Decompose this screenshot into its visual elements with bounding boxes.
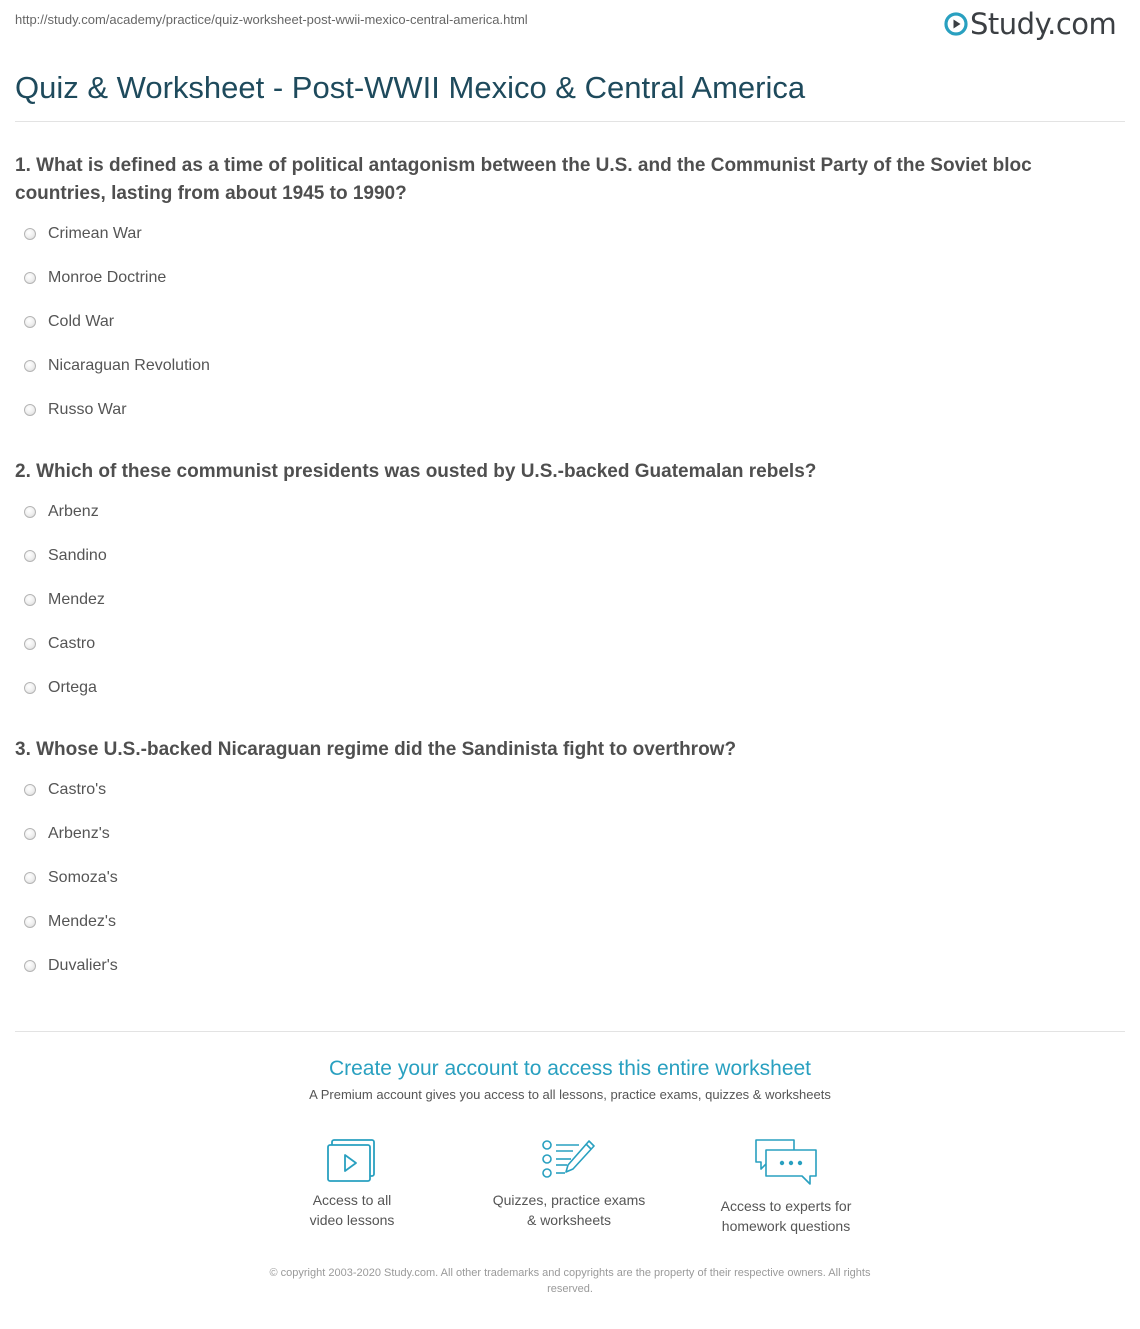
answer-label: Arbenz bbox=[48, 503, 99, 520]
copyright-line1: © copyright 2003-2020 Study.com. All other trademarks and copyrights are the property of their respective owners. All rights bbox=[269, 1267, 871, 1279]
answer-option[interactable] bbox=[24, 540, 1125, 584]
cta-subtitle: A Premium account gives you access to all lessons, practice exams, quizzes & worksheets bbox=[309, 1087, 831, 1102]
answer-label: Cold War bbox=[48, 313, 115, 330]
title-divider bbox=[15, 121, 1125, 122]
study-logo[interactable] bbox=[944, 6, 1116, 42]
feature-quizzes bbox=[469, 1138, 669, 1230]
question-text: 2. Which of these communist presidents was ousted by U.S.-backed Guatemalan rebels? bbox=[15, 461, 817, 482]
question-1 bbox=[15, 152, 1125, 438]
question-2 bbox=[15, 458, 1125, 716]
answer-options bbox=[15, 774, 1125, 994]
radio-button[interactable] bbox=[24, 506, 36, 518]
feature-label-line2: video lessons bbox=[309, 1212, 395, 1228]
answer-label: Castro's bbox=[48, 781, 107, 798]
radio-button[interactable] bbox=[24, 228, 36, 240]
question-3 bbox=[15, 736, 1125, 994]
radio-button[interactable] bbox=[24, 550, 36, 562]
radio-button[interactable] bbox=[24, 784, 36, 796]
answer-label: Mendez bbox=[48, 591, 105, 608]
logo-text: Study.com bbox=[970, 7, 1117, 41]
copyright-footer bbox=[210, 1265, 930, 1297]
answer-label: Crimean War bbox=[48, 225, 142, 242]
radio-button[interactable] bbox=[24, 828, 36, 840]
feature-label-line2: homework questions bbox=[721, 1218, 851, 1234]
feature-video-lessons bbox=[252, 1138, 452, 1230]
answer-label: Monroe Doctrine bbox=[48, 269, 167, 286]
answer-label: Mendez's bbox=[48, 913, 116, 930]
question-text: 3. Whose U.S.-backed Nicaraguan regime did the Sandinista fight to overthrow? bbox=[15, 739, 737, 760]
feature-label-line1: Access to all bbox=[312, 1192, 392, 1208]
video-lessons-icon bbox=[326, 1138, 378, 1182]
answer-label: Russo War bbox=[48, 401, 127, 418]
page-title: Quiz & Worksheet - Post-WWII Mexico & Central America bbox=[15, 70, 806, 105]
radio-button[interactable] bbox=[24, 316, 36, 328]
feature-label-line2: & worksheets bbox=[526, 1212, 612, 1228]
answer-option[interactable] bbox=[24, 906, 1125, 950]
answer-option[interactable] bbox=[24, 218, 1125, 262]
radio-button[interactable] bbox=[24, 960, 36, 972]
answer-label: Ortega bbox=[48, 679, 97, 696]
answer-label: Somoza's bbox=[48, 869, 118, 886]
answer-options bbox=[15, 496, 1125, 716]
answer-option[interactable] bbox=[24, 950, 1125, 994]
question-list bbox=[15, 152, 1125, 1014]
signup-cta bbox=[0, 1055, 1140, 1102]
quiz-checklist-icon bbox=[541, 1138, 597, 1182]
answer-label: Sandino bbox=[48, 547, 107, 564]
answer-option[interactable] bbox=[24, 584, 1125, 628]
radio-button[interactable] bbox=[24, 682, 36, 694]
answer-option[interactable] bbox=[24, 818, 1125, 862]
answer-label: Nicaraguan Revolution bbox=[48, 357, 210, 374]
answer-option[interactable] bbox=[24, 862, 1125, 906]
copyright-line2: reserved. bbox=[547, 1283, 593, 1295]
radio-button[interactable] bbox=[24, 594, 36, 606]
answer-label: Duvalier's bbox=[48, 957, 118, 974]
question-text: 1. What is defined as a time of political antagonism between the U.S. and the Communist Party of the Soviet bloc countries, lasting from about 1945 to 1990? bbox=[15, 155, 1032, 204]
cta-divider bbox=[15, 1031, 1125, 1032]
answer-option[interactable] bbox=[24, 496, 1125, 540]
answer-option[interactable] bbox=[24, 774, 1125, 818]
feature-label-line1: Access to experts for bbox=[720, 1198, 852, 1214]
feature-label-line1: Quizzes, practice exams bbox=[492, 1192, 646, 1208]
answer-option[interactable] bbox=[24, 262, 1125, 306]
radio-button[interactable] bbox=[24, 916, 36, 928]
feature-experts bbox=[686, 1138, 886, 1236]
answer-option[interactable] bbox=[24, 306, 1125, 350]
answer-option[interactable] bbox=[24, 350, 1125, 394]
radio-button[interactable] bbox=[24, 638, 36, 650]
radio-button[interactable] bbox=[24, 360, 36, 372]
cta-title-link[interactable]: Create your account to access this entire worksheet bbox=[328, 1057, 812, 1080]
radio-button[interactable] bbox=[24, 872, 36, 884]
answer-option[interactable] bbox=[24, 672, 1125, 716]
play-circle-icon bbox=[944, 12, 968, 36]
radio-button[interactable] bbox=[24, 404, 36, 416]
answer-option[interactable] bbox=[24, 394, 1125, 438]
radio-button[interactable] bbox=[24, 272, 36, 284]
answer-label: Castro bbox=[48, 635, 96, 652]
page-url: http://study.com/academy/practice/quiz-worksheet-post-wwii-mexico-central-america.html bbox=[15, 12, 528, 27]
answer-options bbox=[15, 218, 1125, 438]
answer-option[interactable] bbox=[24, 628, 1125, 672]
chat-bubbles-icon bbox=[754, 1138, 818, 1188]
answer-label: Arbenz's bbox=[48, 825, 110, 842]
